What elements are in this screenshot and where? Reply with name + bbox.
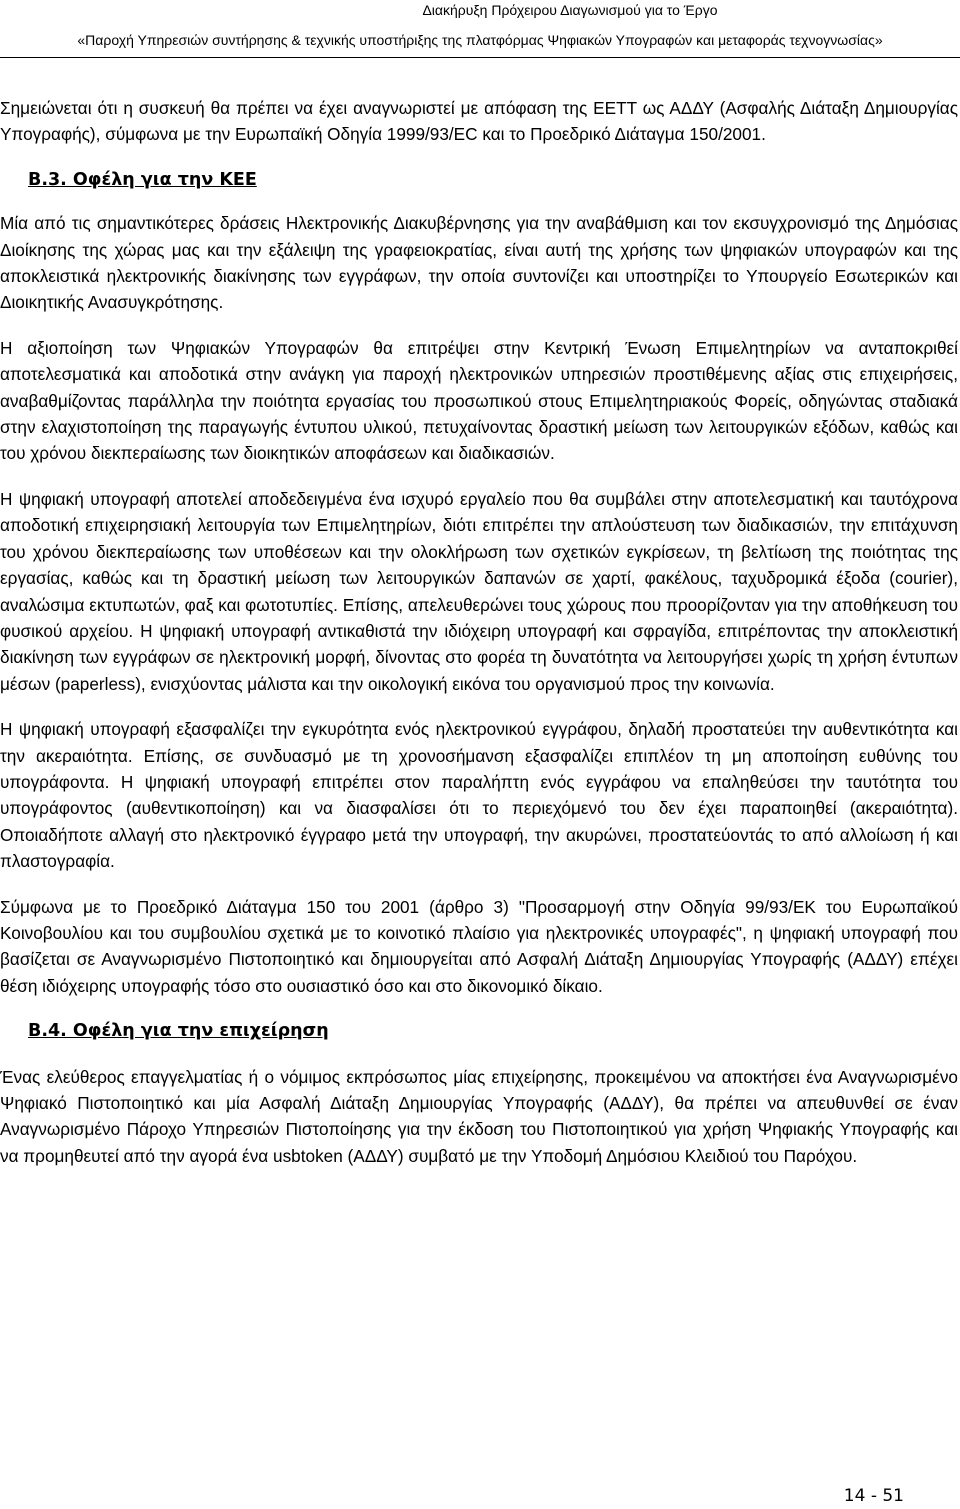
document-body	[0, 95, 958, 1188]
page-number: 14 - 51	[843, 1486, 904, 1506]
section-heading-b4: Β.4. Οφέλη για την επιχείρηση	[28, 1021, 329, 1042]
header-title: Διακήρυξη Πρόχειρου Διαγωνισμού για το Έργο	[422, 2, 718, 18]
header-subtitle: «Παροχή Υπηρεσιών συντήρησης & τεχνικής υποστήριξης της πλατφόρμας Ψηφιακών Υπογραφών και μεταφοράς τεχνογνωσίας»	[77, 32, 883, 48]
section-heading-b3: Β.3. Οφέλη για την ΚΕΕ	[28, 169, 257, 190]
header-rule	[0, 57, 960, 58]
section-b3-paragraph-4: Η ψηφιακή υπογραφή εξασφαλίζει την εγκυρότητα ενός ηλεκτρονικού εγγράφου, δηλαδή προστατεύει την αυθεντικότητα και την ακεραιότητα. Επίσης, σε συνδυασμό με τη χρονοσήμανση εξασφαλίζει επιπλέον τη μη αποποίηση ευθύνης του υπογράφοντα. Η ψηφιακή υπογραφή επιτρέπει στον παραλήπτη ενός εγγράφου να επαληθεύσει την ταυτότητα του υπογράφοντος (αυθεντικοποίηση) και να διασφαλίσει ότι το περιεχόμενό του δεν έχει παραποιηθεί (ακεραιότητα). Οποιαδήποτε αλλαγή στο ηλεκτρονικό έγγραφο μετά την υπογραφή, την ακυρώνει, προστατεύοντάς το από αλλοίωση ή και πλαστογραφία.	[0, 719, 958, 872]
section-b4-paragraph-1: Ένας ελεύθερος επαγγελματίας ή ο νόμιμος εκπρόσωπος μίας επιχείρησης, προκειμένου να αποκτήσει ένα Αναγνωρισμένο Ψηφιακό Πιστοποιητικό και μία Ασφαλή Διάταξη Δημιουργίας Υπογραφής (ΑΔΔΥ), θα πρέπει να απευθυνθεί σε έναν Αναγνωρισμένο Πάροχο Υπηρεσιών Πιστοποίησης για την έκδοση του Πιστοποιητικού για χρήση Ψηφιακής Υπογραφής και να προμηθευτεί από την αγορά ένα usbtoken (ΑΔΔΥ) συμβατό με την Υποδομή Δημόσιου Κλειδιού του Παρόχου.	[0, 1066, 958, 1166]
section-b3-paragraph-5: Σύμφωνα με το Προεδρικό Διάταγμα 150 του 2001 (άρθρο 3) "Προσαρμογή στην Οδηγία 99/93/ΕΚ του Ευρωπαϊκού Κοινοβουλίου και του συμβουλίου σχετικά με το κοινοτικό πλαίσιο για ηλεκτρονικές υπογραφές", η ψηφιακή υπογραφή που βασίζεται σε Αναγνωρισμένο Πιστοποιητικό και δημιουργείται από Ασφαλή Διάταξη Δημιουργίας Υπογραφής (ΑΔΔΥ) επέχει θέση ιδιόχειρης υπογραφής τόσο στο ουσιαστικό όσο και στο δικονομικό δίκαιο.	[0, 896, 958, 996]
page-header	[0, 2, 960, 58]
section-b3-paragraph-2: Η αξιοποίηση των Ψηφιακών Υπογραφών θα επιτρέψει στην Κεντρική Ένωση Επιμελητηρίων να ανταποκριθεί αποτελεσματικά και αποδοτικά στην ανάγκη για παροχή ηλεκτρονικών υπηρεσιών προστιθέμενης αξίας στις επιχειρήσεις, αναβαθμίζοντας παράλληλα την ποιότητα εργασίας του προσωπικού στους Επιμελητηριακούς Φορείς, οδηγώντας σταδιακά στην ελαχιστοποίηση της παραγωγής έντυπου υλικού, πετυχαίνοντας δραστική μείωση των λειτουργικών εξόδων, καθώς και του χρόνου διεκπεραίωσης των διοικητικών αποφάσεων και διαδικασιών.	[0, 337, 958, 464]
intro-paragraph: Σημειώνεται ότι η συσκευή θα πρέπει να έχει αναγνωριστεί με απόφαση της ΕΕΤΤ ως ΑΔΔΥ (Ασφαλής Διάταξη Δημιουργίας Υπογραφής), σύμφωνα με την Ευρωπαϊκή Οδηγία 1999/93/ΕC και το Προεδρικό Διάταγμα 150/2001.	[0, 98, 958, 145]
section-b3-paragraph-1: Μία από τις σημαντικότερες δράσεις Ηλεκτρονικής Διακυβέρνησης για την αναβάθμιση και τον εκσυγχρονισμό της Δημόσιας Διοίκησης της χώρας μας και την εξάλειψη της γραφειοκρατίας, είναι αυτή της χρήσης των ψηφιακών υπογραφών και της αποκλειστικά ηλεκτρονικής διακίνησης των εγγράφων, την οποία συντονίζει και υποστηρίζει το Υπουργείο Εσωτερικών και Διοικητικής Ανασυγκρότησης.	[0, 213, 958, 313]
section-b3-paragraph-3: Η ψηφιακή υπογραφή αποτελεί αποδεδειγμένα ένα ισχυρό εργαλείο που θα συμβάλει στην αποτελεσματική και ταυτόχρονα αποδοτική επιχειρησιακή λειτουργία των Επιμελητηρίων, διότι επιτρέπει την απλούστευση των διαδικασιών, την επιτάχυνση του χρόνου διεκπεραίωσης των υποθέσεων και την ολοκλήρωση των σχετικών εγκρίσεων, τη βελτίωση της ποιότητας της εργασίας, καθώς και τη δραστική μείωση των λειτουργικών δαπανών σε χαρτί, φακέλους, ταχυδρομικά έξοδα (courier), αναλώσιμα εκτυπωτών, φαξ και φωτοτυπίες. Επίσης, απελευθερώνει τους χώρους που προορίζονταν για την αποθήκευση του φυσικού αρχείου. Η ψηφιακή υπογραφή αντικαθιστά την ιδιόχειρη υπογραφή και σφραγίδα, επιτρέποντας την αποκλειστική διακίνηση των εγγράφων σε ηλεκτρονική μορφή, δίνοντας στο φορέα τη δυνατότητα να λειτουργήσει χωρίς τη χρήση έντυπων μέσων (paperless), ενισχύοντας μάλιστα και την οικολογική εικόνα του οργανισμού προς την κοινωνία.	[0, 488, 958, 694]
